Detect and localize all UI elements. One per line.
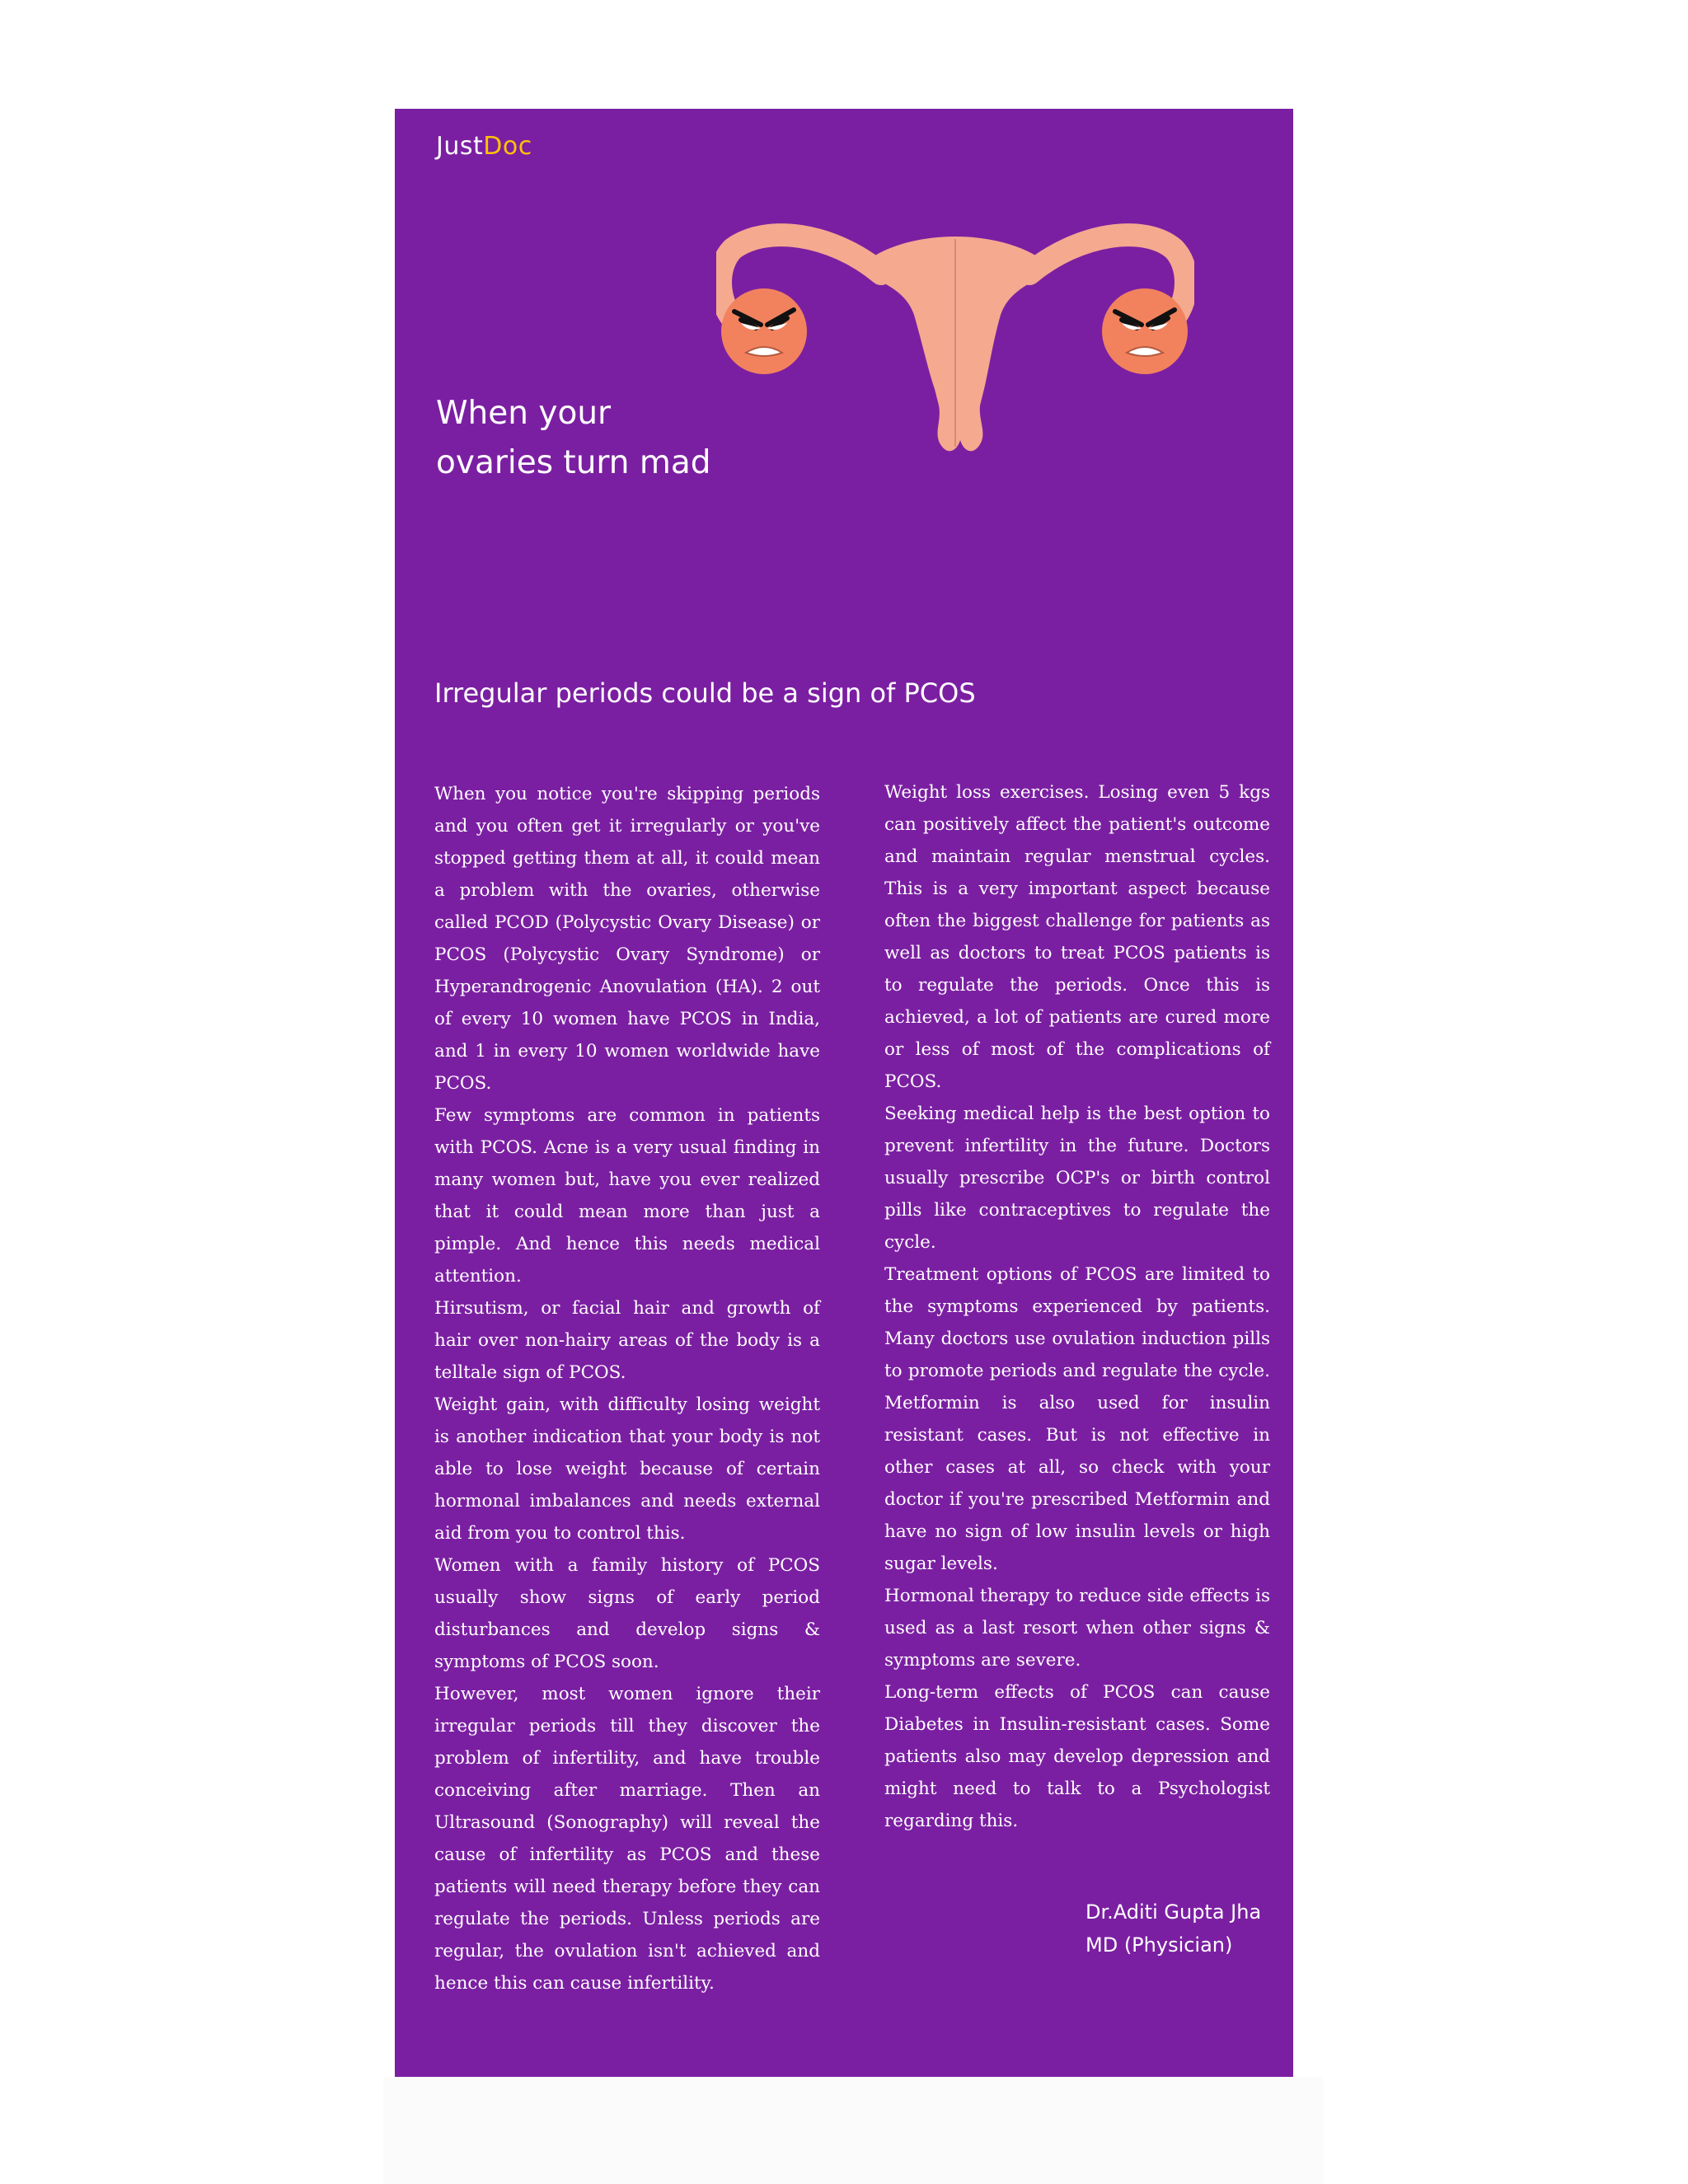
- paragraph: Weight gain, with difficulty losing weight is another indication that your body is not able to lose weight because of certain hormonal imbalances and needs external aid from you to control this.: [434, 1394, 820, 1544]
- paragraph: Weight loss exercises. Losing even 5 kgs can positively affect the patient's outcome and maintain regular menstrual cycles. This is a very important aspect because often the biggest challenge for patients as well as doctors to treat PCOS patients is to regulate the periods. Once this is achieved, a lot of patients are cured more or less of most of the complications of PCOS.: [884, 782, 1270, 1092]
- author-title: MD (Physician): [1085, 1933, 1233, 1957]
- paragraph: Women with a family history of PCOS usually show signs of early period disturbances and develop signs & symptoms of PCOS soon.: [434, 1555, 820, 1672]
- brand-logo[interactable]: [436, 132, 532, 161]
- paragraph: Treatment options of PCOS are limited to the symptoms experienced by patients. Many doctors use ovulation induction pills to promote periods and regulate the cycle. Metformin is also used for insulin resistant cases. But is not effective in other cases at all, so check with your doctor if you're prescribed Metformin and have no sign of low insulin levels or high sugar levels.: [884, 1264, 1270, 1574]
- angry-face-right-icon: [1102, 288, 1188, 374]
- logo-text-just: Just: [436, 132, 484, 161]
- uterus-illustration-icon: [716, 199, 1194, 471]
- author-signature: [1085, 1896, 1261, 1961]
- paragraph: Seeking medical help is the best option to prevent infertility in the future. Doctors usually prescribe OCP's or birth control pills like contraceptives to regulate the cycle.: [884, 1104, 1270, 1253]
- paragraph: Long-term effects of PCOS can cause Diabetes in Insulin-resistant cases. Some patients also may develop depression and might need to talk to a Psychologist regarding this.: [884, 1682, 1270, 1831]
- angry-face-left-icon: [721, 288, 807, 374]
- page-title: [436, 389, 782, 488]
- article-column-right: [884, 776, 1270, 1837]
- paragraph: Few symptoms are common in patients with PCOS. Acne is a very usual finding in many women but, have you ever realized that it could mean more than just a pimple. And hence this needs medical attention.: [434, 1105, 820, 1286]
- paragraph: When you notice you're skipping periods and you often get it irregularly or you've stopped getting them at all, it could mean a problem with the ovaries, otherwise called PCOD (Polycystic Ovary Disease) or PCOS (Polycystic Ovary Syndrome) or Hyperandrogenic Anovulation (HA). 2 out of every 10 women have PCOS in India, and 1 in every 10 women worldwide have PCOS.: [434, 784, 820, 1094]
- title-line-2: ovaries turn mad: [436, 444, 711, 481]
- poster: [395, 109, 1293, 2077]
- author-name: Dr.Aditi Gupta Jha: [1085, 1900, 1262, 1924]
- paragraph: However, most women ignore their irregular periods till they discover the problem of infertility, and have trouble conceiving after marriage. Then an Ultrasound (Sonography) will reveal the cause of infertility as PCOS and these patients will need therapy before they can regulate the periods. Unless periods are regular, the ovulation isn't achieved and hence this can cause infertility.: [434, 1684, 820, 1994]
- article-column-left: [434, 778, 820, 1999]
- paragraph: Hormonal therapy to reduce side effects is used as a last resort when other signs & symptoms are severe.: [884, 1586, 1270, 1671]
- section-heading: Irregular periods could be a sign of PCOS: [434, 677, 976, 709]
- title-line-1: When your: [436, 395, 612, 432]
- paragraph: Hirsutism, or facial hair and growth of hair over non-hairy areas of the body is a telltale sign of PCOS.: [434, 1298, 820, 1383]
- page-bottom-shade: [383, 2077, 1323, 2184]
- logo-text-doc: Doc: [483, 132, 532, 161]
